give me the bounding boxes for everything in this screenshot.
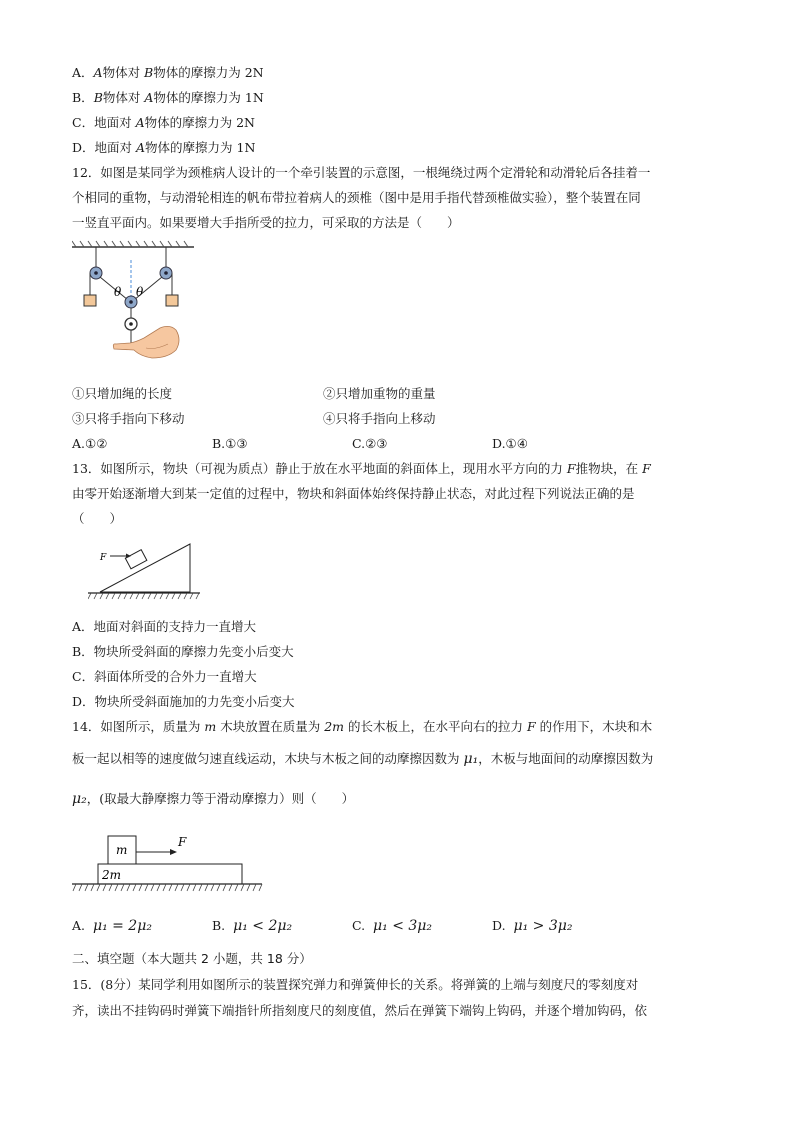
q13-stem-line-3: （ ） (72, 511, 123, 526)
q12-choice-a: A.①② (72, 436, 108, 451)
q11-option-c: C．地面对 A物体的摩擦力为 2N (72, 115, 255, 130)
q12-statement-4: ④只将手指向上移动 (323, 411, 436, 426)
q13-option-a: A．地面对斜面的支持力一直增大 (72, 619, 257, 634)
q12-choice-c: C.②③ (352, 436, 388, 451)
q14-choice-a: A. μ₁ = 2μ₂ (72, 918, 152, 934)
q14-stem-line-3: μ₂，(取最大静摩擦力等于滑动摩擦力）则（ ） (72, 791, 355, 807)
q13-stem-line-2: 由零开始逐渐增大到某一定值的过程中，物块和斜面体始终保持静止状态，对此过程下列说法正确的是 (72, 486, 635, 501)
board-2m-label: 2m (102, 868, 122, 882)
q15-stem-line-1: 15．(8分）某同学利用如图所示的装置探究弹力和弹簧伸长的关系。将弹簧的上端与刻度尺的零刻度对 (72, 977, 639, 992)
incline-block (100, 544, 190, 592)
q11-option-d: D．地面对 A物体的摩擦力为 1N (72, 140, 256, 155)
q13-option-d: D．物块所受斜面施加的力先变小后变大 (72, 694, 295, 709)
left-weight (84, 295, 96, 306)
q14-choice-b: B. μ₁ < 2μ₂ (212, 918, 293, 934)
section-heading-fill-in: 二、填空题（本大题共 2 小题，共 18 分） (72, 951, 312, 966)
q12-choice-d: D.①④ (492, 436, 528, 451)
theta-label-left: θ (114, 285, 122, 299)
q12-pulley-figure (72, 240, 197, 370)
q12-choice-b: B.①③ (212, 436, 248, 451)
q13-incline-figure (88, 540, 203, 605)
q13-option-b: B．物块所受斜面的摩擦力先变小后变大 (72, 644, 294, 659)
q15-stem-line-2: 齐，读出不挂钩码时弹簧下端指针所指刻度尺的刻度值，然后在弹簧下端钩上钩码，并逐个增加钩码，依 (72, 1003, 648, 1018)
q12-statement-3: ③只将手指向下移动 (72, 411, 185, 426)
q12-stem-line-2: 个相同的重物，与动滑轮相连的帆布带拉着病人的颈椎（图中是用手指代替颈椎做实验），整个装置在同 (72, 190, 641, 205)
theta-label-right: θ (136, 285, 144, 299)
force-label-f: F (100, 553, 107, 563)
q14-stem-line-1: 14．如图所示，质量为 m 木块放置在质量为 2m 的长木板上，在水平向右的拉力 F 的作用下，木块和木 (72, 719, 653, 734)
right-weight (166, 295, 178, 306)
q14-choice-c: C. μ₁ < 3μ₂ (352, 918, 433, 934)
q12-stem-line-1: 12．如图是某同学为颈椎病人设计的一个牵引装置的示意图，一根绳绕过两个定滑轮和动滑轮后各挂着一 (72, 165, 651, 180)
q12-statement-2: ②只增加重物的重量 (323, 386, 436, 401)
q12-stem-line-3: 一竖直平面内。如果要增大手指所受的拉力，可采取的方法是（ ） (72, 215, 460, 230)
q13-option-c: C．斜面体所受的合外力一直增大 (72, 669, 257, 684)
hand-illustration (113, 326, 179, 358)
small-block (125, 550, 147, 569)
q11-option-a: A．A物体对 B物体的摩擦力为 2N (72, 65, 264, 80)
q14-board-figure (72, 832, 264, 896)
q14-choice-d: D. μ₁ > 3μ₂ (492, 918, 573, 934)
q11-option-b: B．B物体对 A物体的摩擦力为 1N (72, 90, 264, 105)
q12-statement-1: ①只增加绳的长度 (72, 386, 173, 401)
force-label-f: F (178, 835, 187, 849)
block-m-label: m (116, 843, 128, 857)
q13-stem-line-1: 13．如图所示，物块（可视为质点）静止于放在水平地面的斜面体上，现用水平方向的力 F推物块，在 F (72, 461, 651, 476)
q14-stem-line-2: 板一起以相等的速度做匀速直线运动，木块与木板之间的动摩擦因数为 μ₁，木板与地面间的动摩擦因数为 (72, 751, 654, 767)
